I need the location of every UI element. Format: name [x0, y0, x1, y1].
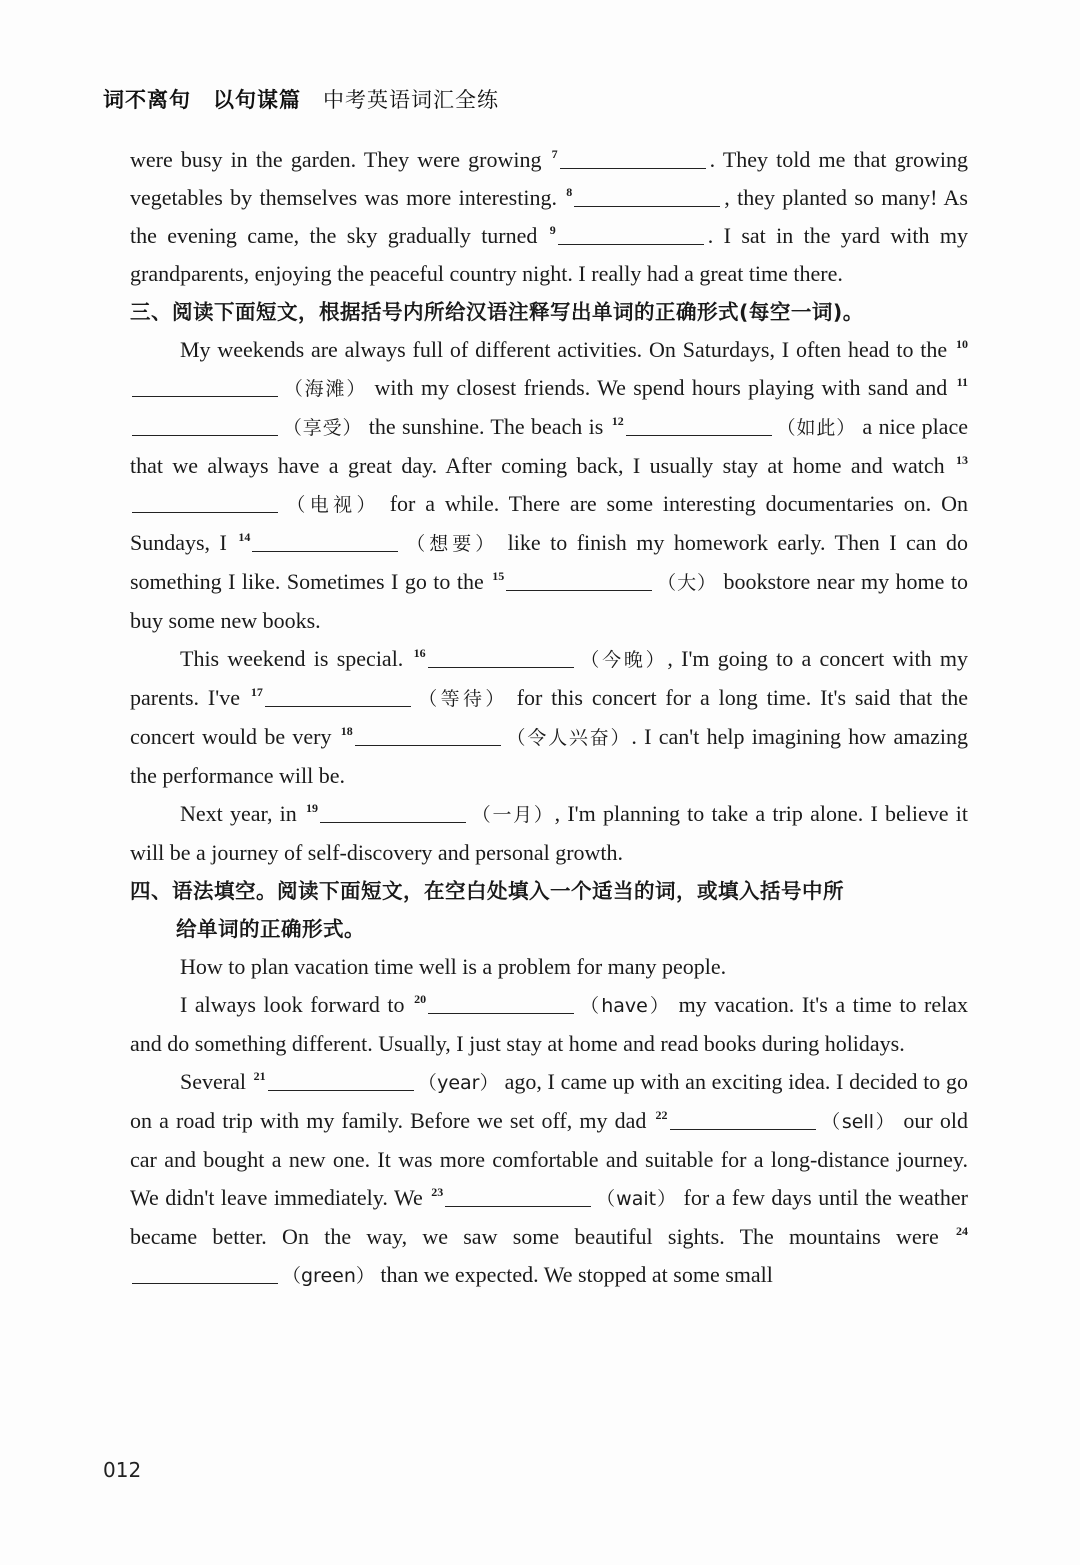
hint-24: （green） — [282, 1265, 375, 1287]
section-3-paragraph-1: My weekends are always full of different activities. On Saturdays, I often head to the $^{10}$（海滩） with my closest friends. We spend hours playing with sand and $^{11}$（享受） the sunshine. The beach is $^{12}$ （如此） a nice place that we always have a great day. After coming back, I usually stay at home and watch $^{13}$（电视） for a while. There are some interesting documentaries on. On Sundays, I $^{14}$ （想要） like to finish my homework early. Then I can do something I like. Sometimes I go to the $^{15}$ （大） bookstore near my home to buy some new books. — [130, 337, 968, 633]
answer-blank-11[interactable] — [132, 415, 278, 436]
answer-blank-9[interactable] — [558, 224, 704, 245]
answer-blank-20[interactable] — [428, 993, 574, 1014]
series-title-part1: 词不离句 — [103, 88, 191, 112]
hint-18: （令人兴奋） — [504, 727, 632, 749]
hint-13: （电视） — [282, 494, 380, 516]
hint-14: （想要） — [402, 533, 499, 555]
blank-number: 20 — [414, 992, 427, 1006]
answer-blank-10[interactable] — [132, 376, 278, 397]
blank-number: 24 — [956, 1224, 968, 1238]
answer-blank-21[interactable] — [268, 1070, 414, 1091]
hint-10: （海滩） — [282, 378, 368, 400]
blank-number: 12 — [611, 414, 624, 428]
hint-20: （have） — [578, 995, 671, 1017]
answer-blank-19[interactable] — [320, 802, 466, 823]
hint-17: （等待） — [414, 688, 508, 710]
hint-16: （今晚） — [577, 649, 668, 671]
answer-blank-22[interactable] — [670, 1109, 816, 1130]
continued-passage: were busy in the garden. They were growing $^7$ . They told me that growing vegetables by themselves was more interesting. $^8$ , they planted so many! As the evening came, the sky gradually turned $^9$ . I sat in the yard with my grandparents, enjoying the peaceful country night. I really had a great time there. — [130, 147, 968, 286]
blank-number: 10 — [956, 337, 968, 351]
answer-blank-17[interactable] — [265, 686, 411, 707]
answer-blank-16[interactable] — [428, 647, 574, 668]
blank-number: 14 — [238, 530, 251, 544]
section-4-paragraph-1: I always look forward to $^{20}$ （have） my vacation. It's a time to relax and do something different. Usually, I just stay at home and read books during holidays. — [130, 992, 968, 1056]
section-4-heading: 四、语法填空。阅读下面短文，在空白处填入一个适当的词，或填入括号中所 — [130, 879, 844, 903]
blank-number: 16 — [413, 646, 426, 660]
blank-number: 18 — [340, 724, 353, 738]
hint-12: （如此） — [775, 417, 857, 439]
section-4-intro: How to plan vacation time well is a problem for many people. — [180, 954, 727, 979]
answer-blank-15[interactable] — [506, 570, 652, 591]
blank-number: 17 — [250, 685, 263, 699]
blank-number: 7 — [551, 147, 558, 161]
blank-number: 21 — [253, 1069, 266, 1083]
answer-blank-8[interactable] — [574, 186, 720, 207]
blank-number: 9 — [549, 223, 556, 237]
section-3-paragraph-2: This weekend is special. $^{16}$ （今晚）, I'm going to a concert with my parents. I've $^{17}$ （等待） for this concert for a long time. It's said that the concert would be very $^{18}$ （令人兴奋）. I can't help imagining how amazing the performance will be. — [130, 646, 968, 788]
section-3-heading: 三、阅读下面短文，根据括号内所给汉语注释写出单词的正确形式(每空一词)。 — [130, 300, 864, 324]
series-title-part2: 以句谋篇 — [213, 88, 301, 112]
blank-number: 8 — [566, 185, 573, 199]
blank-number: 15 — [492, 569, 505, 583]
hint-21: （year） — [417, 1072, 499, 1094]
blank-number: 19 — [306, 801, 319, 815]
answer-blank-18[interactable] — [355, 725, 501, 746]
blank-number: 11 — [956, 375, 968, 389]
answer-blank-14[interactable] — [252, 531, 398, 552]
page-number: 012 — [103, 1458, 142, 1482]
answer-blank-23[interactable] — [445, 1186, 591, 1207]
answer-blank-7[interactable] — [560, 148, 706, 169]
hint-23: （wait） — [595, 1188, 678, 1210]
page-content — [130, 141, 968, 1295]
hint-11: （享受） — [282, 417, 363, 439]
blank-number: 22 — [655, 1108, 668, 1122]
hint-15: （大） — [656, 572, 717, 594]
book-title: 中考英语词汇全练 — [323, 88, 499, 112]
section-4-heading-cont: 给单词的正确形式。 — [176, 917, 365, 941]
hint-19: （一月） — [470, 804, 555, 826]
answer-blank-24[interactable] — [132, 1263, 278, 1284]
section-4-paragraph-2: Several $^{21}$ （year） ago, I came up with an exciting idea. I decided to go on a road trip with my family. Before we set off, my dad $^{22}$ （sell） our old car and bought a new one. It was more comfortable and suitable for a long-distance journey. We didn't leave immediately. We $^{23}$ （wait） for a few days until the weather became better. On the way, we saw some beautiful sights. The mountains were $^{24}$（green） than we expected. We stopped at some small — [130, 1069, 969, 1287]
blank-number: 13 — [956, 453, 968, 467]
answer-blank-12[interactable] — [626, 415, 772, 436]
running-header — [103, 84, 499, 114]
hint-22: （sell） — [819, 1111, 897, 1133]
answer-blank-13[interactable] — [132, 492, 278, 513]
blank-number: 23 — [431, 1185, 444, 1199]
section-3-paragraph-3: Next year, in $^{19}$ （一月）, I'm planning to take a trip alone. I believe it will be a journey of self-discovery and personal growth. — [130, 801, 968, 865]
